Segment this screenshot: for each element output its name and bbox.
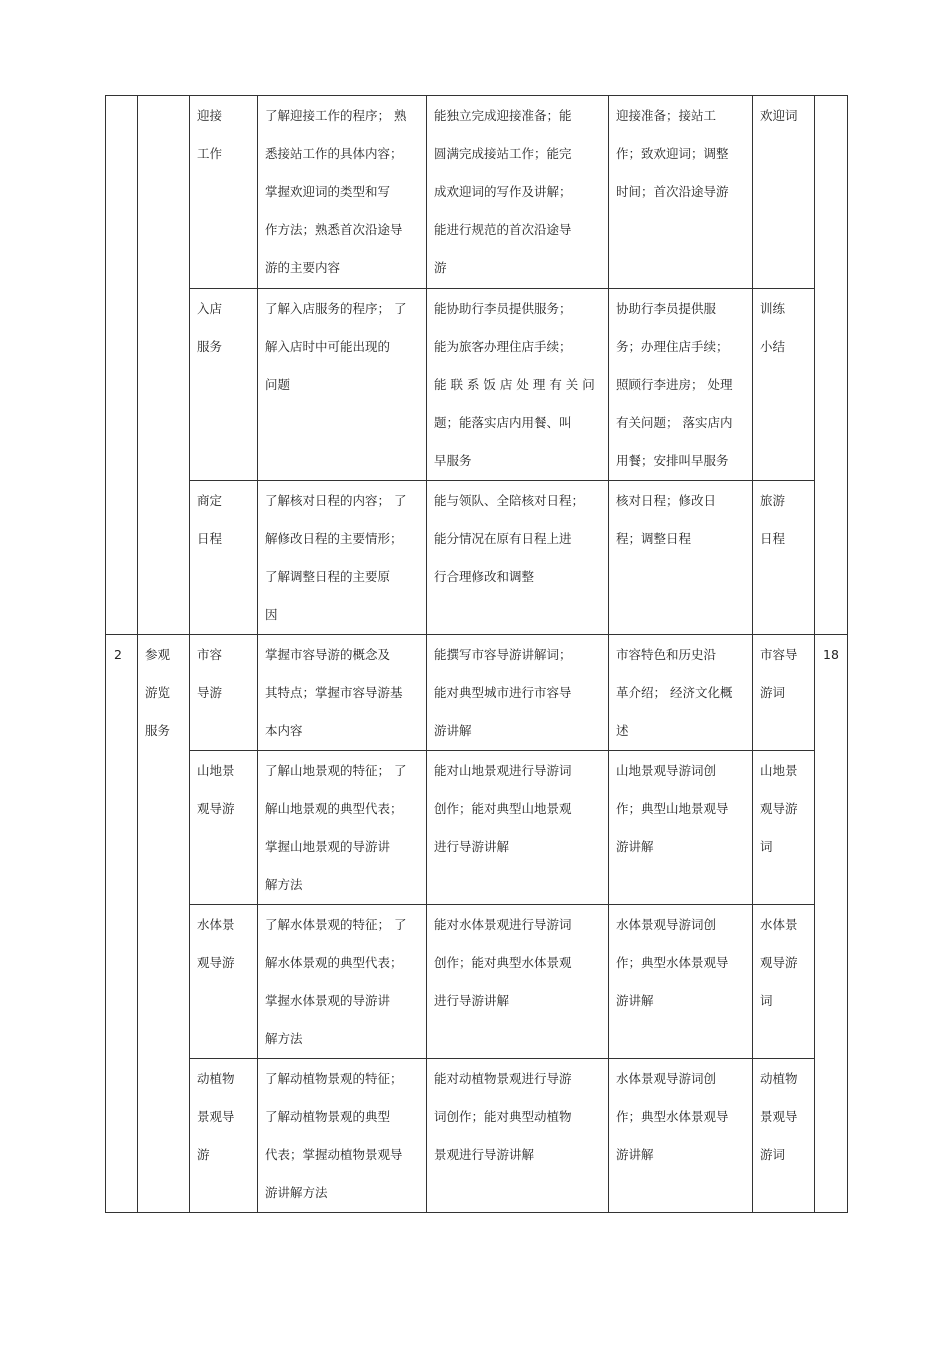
activity-cell: 欢迎词 (753, 96, 815, 289)
topic-cell: 迎接 工作 (190, 96, 258, 289)
activity-cell: 市容导 游词 (753, 635, 815, 751)
module-name-cell: 参观 游览 服务 (138, 635, 190, 1213)
module-name-cell (138, 96, 190, 635)
topic-cell: 山地景 观导游 (190, 751, 258, 905)
knowledge-cell: 掌握市容导游的概念及 其特点；掌握市容导游基 本内容 (258, 635, 427, 751)
skill-cell: 能独立完成迎接准备；能 圆满完成接站工作；能完 成欢迎词的写作及讲解； 能进行规范的首次沿途导 游 (427, 96, 609, 289)
activity-cell: 山地景 观导游 词 (753, 751, 815, 905)
table-row (106, 481, 848, 635)
skill-cell: 能协助行李员提供服务； 能为旅客办理住店手续； 能 联 系 饭 店 处 理 有 关 问 题；能落实店内用餐、叫 早服务 (427, 289, 609, 481)
activity-cell: 训练 小结 (753, 289, 815, 481)
module-number-cell (106, 96, 138, 635)
content-cell: 市容特色和历史沿 革介绍； 经济文化概 述 (609, 635, 753, 751)
table-row (106, 751, 848, 905)
topic-cell: 水体景 观导游 (190, 905, 258, 1059)
knowledge-cell: 了解水体景观的特征； 了 解水体景观的典型代表； 掌握水体景观的导游讲 解方法 (258, 905, 427, 1059)
table-row (106, 905, 848, 1059)
skill-cell: 能撰写市容导游讲解词； 能对典型城市进行市容导 游讲解 (427, 635, 609, 751)
topic-cell: 入店 服务 (190, 289, 258, 481)
content-cell: 水体景观导游词创 作；典型水体景观导 游讲解 (609, 1059, 753, 1213)
table-row (106, 289, 848, 481)
table-row (106, 96, 848, 289)
hours-cell (815, 96, 848, 635)
activity-cell: 旅游 日程 (753, 481, 815, 635)
hours-cell: 18 (815, 635, 848, 1213)
knowledge-cell: 了解迎接工作的程序； 熟 悉接站工作的具体内容； 掌握欢迎词的类型和写 作方法；熟悉首次沿途导 游的主要内容 (258, 96, 427, 289)
activity-cell: 水体景 观导游 词 (753, 905, 815, 1059)
module-number-cell: 2 (106, 635, 138, 1213)
activity-cell: 动植物 景观导 游词 (753, 1059, 815, 1213)
knowledge-cell: 了解入店服务的程序； 了 解入店时中可能出现的 问题 (258, 289, 427, 481)
topic-cell: 商定 日程 (190, 481, 258, 635)
knowledge-cell: 了解山地景观的特征； 了 解山地景观的典型代表； 掌握山地景观的导游讲 解方法 (258, 751, 427, 905)
content-cell: 协助行李员提供服 务；办理住店手续； 照顾行李进房； 处理 有关问题； 落实店内 用餐；安排叫早服务 (609, 289, 753, 481)
table-row (106, 1059, 848, 1213)
skill-cell: 能与领队、全陪核对日程； 能分情况在原有日程上进 行合理修改和调整 (427, 481, 609, 635)
topic-cell: 动植物 景观导 游 (190, 1059, 258, 1213)
skill-cell: 能对水体景观进行导游词 创作；能对典型水体景观 进行导游讲解 (427, 905, 609, 1059)
table-row (106, 635, 848, 751)
knowledge-cell: 了解核对日程的内容； 了 解修改日程的主要情形； 了解调整日程的主要原 因 (258, 481, 427, 635)
content-cell: 迎接准备；接站工 作；致欢迎词；调整 时间；首次沿途导游 (609, 96, 753, 289)
content-cell: 核对日程；修改日 程；调整日程 (609, 481, 753, 635)
topic-cell: 市容 导游 (190, 635, 258, 751)
skill-cell: 能对动植物景观进行导游 词创作；能对典型动植物 景观进行导游讲解 (427, 1059, 609, 1213)
skill-cell: 能对山地景观进行导游词 创作；能对典型山地景观 进行导游讲解 (427, 751, 609, 905)
curriculum-table (105, 95, 848, 1213)
content-cell: 山地景观导游词创 作；典型山地景观导 游讲解 (609, 751, 753, 905)
knowledge-cell: 了解动植物景观的特征； 了解动植物景观的典型 代表；掌握动植物景观导 游讲解方法 (258, 1059, 427, 1213)
content-cell: 水体景观导游词创 作；典型水体景观导 游讲解 (609, 905, 753, 1059)
